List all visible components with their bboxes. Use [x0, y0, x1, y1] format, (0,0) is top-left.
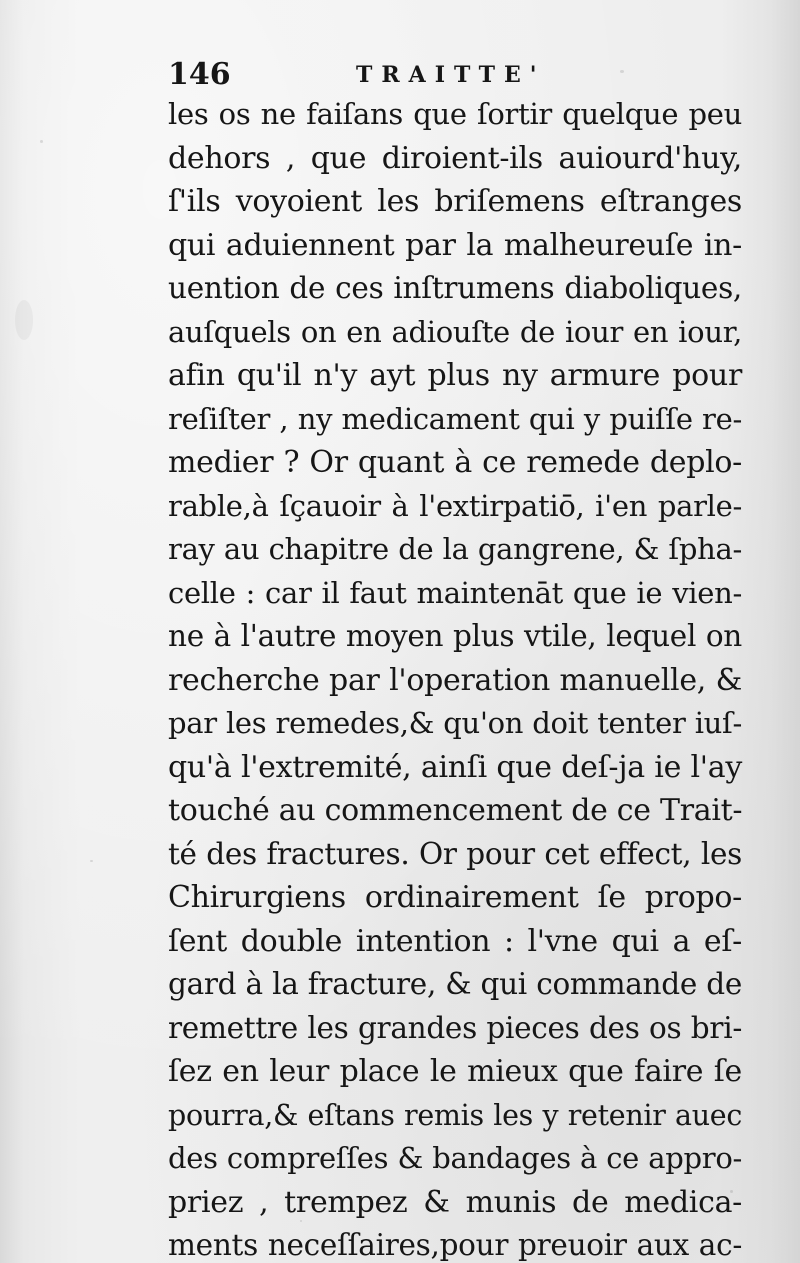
- text-line: ſent double intention : l'vne qui a eſ-: [168, 923, 742, 959]
- text-line: ſ'ils voyoient les briſemens eſtranges: [168, 184, 742, 219]
- text-line: Chirurgiens ordinairement ſe propo-: [168, 880, 742, 915]
- text-line: medier ? Or quant à ce remede deplo-: [168, 445, 742, 480]
- paper-speck: [15, 300, 33, 340]
- text-line: recherche par l'operation manuelle, &: [168, 662, 742, 698]
- text-line: qui aduiennent par la malheureuſe in-: [168, 227, 742, 263]
- text-line: rable,à ſçauoir à l'extirpatiō, i'en parle-: [168, 488, 742, 523]
- text-line: qu'à l'extremité, ainſi que deſ-ja ie l'ay: [168, 749, 742, 785]
- running-head: TRAITTE': [356, 62, 546, 88]
- page-number: 146: [168, 57, 231, 92]
- text-line: celle : car il faut maintenāt que ie vien-: [168, 575, 742, 610]
- text-line: auſquels on en adiouſte de iour en iour,: [168, 314, 742, 349]
- text-line: té des fractures. Or pour cet effect, les: [168, 836, 742, 871]
- text-line: des compreſſes & bandages à ce appro-: [168, 1141, 742, 1175]
- text-line: ray au chapitre de la gangrene, & ſpha-: [168, 532, 742, 566]
- text-line: remettre les grandes pieces des os bri-: [168, 1010, 742, 1045]
- text-line: ſez en leur place le mieux que faire ſe: [168, 1054, 742, 1089]
- text-line: ments neceſſaires,pour preuoir aux ac-: [168, 1228, 742, 1262]
- text-line: gard à la fracture, & qui commande de: [168, 967, 742, 1001]
- text-line: reſiſter , ny medicament qui y puiſſe re-: [168, 401, 742, 436]
- text-line: priez , trempez & munis de medica-: [168, 1184, 742, 1220]
- text-line: afin qu'il n'y ayt plus ny armure pour: [168, 358, 742, 393]
- text-line: touché au commencement de ce Trait-: [168, 793, 743, 828]
- text-line: dehors , que diroient-ils auiourd'huy,: [168, 140, 742, 176]
- paper-speck: [40, 140, 43, 143]
- text-line: pourra,& eſtans remis les y retenir auec: [168, 1098, 742, 1132]
- text-line: ne à l'autre moyen plus vtile, lequel on: [168, 619, 742, 653]
- text-line: par les remedes,& qu'on doit tenter iuſ-: [168, 706, 742, 740]
- text-line: les os ne faiſans que ſortir quelque peu: [168, 97, 742, 131]
- text-line: uention de ces inſtrumens diaboliques,: [168, 271, 742, 305]
- page-header: [168, 58, 728, 92]
- paper-speck: [90, 860, 93, 862]
- body-text: [168, 93, 742, 1263]
